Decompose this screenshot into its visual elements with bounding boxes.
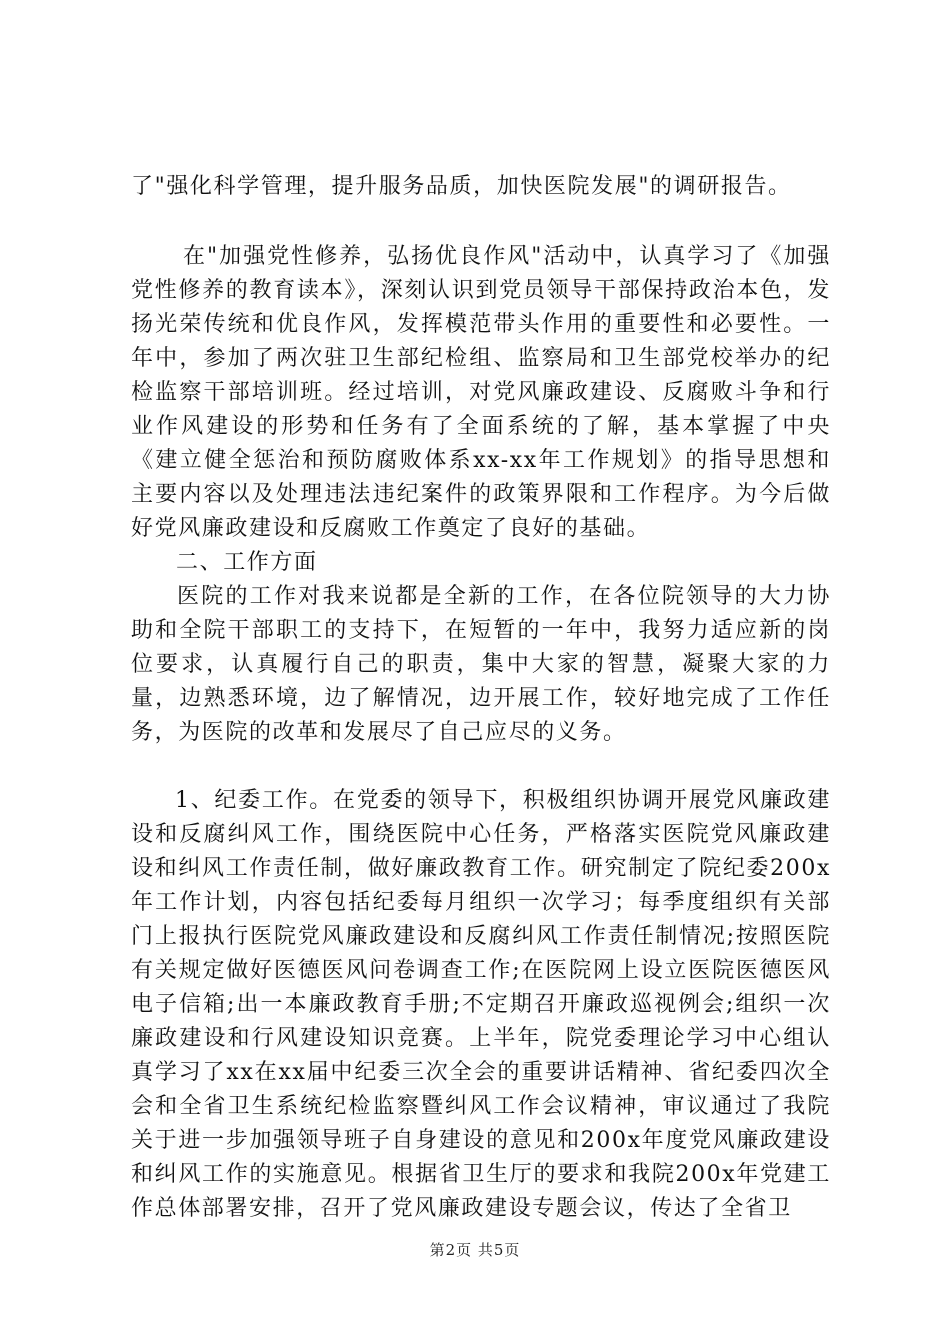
paragraph-hospital-work: 医院的工作对我来说都是全新的工作，在各位院领导的大力协助和全院干部职工的支持下，在短暂的一年中，我努力适应新的岗位要求，认真履行自己的职责，集中大家的智慧，凝聚大家的力量，边熟悉环境，边了解情况，边开展工作，较好地完成了工作任务，为医院的改革和发展尽了自己应尽的义务。 (131, 584, 831, 745)
paragraph-party-study: 在"加强党性修养，弘扬优良作风"活动中，认真学习了《加强党性修养的教育读本》，深刻认识到党员领导干部保持政治本色，发扬光荣传统和优良作风，发挥模范带头作用的重要性和必要性。一年中，参加了两次驻卫生部纪检组、监察局和卫生部党校举办的纪检监察干部培训班。经过培训，对党风廉政建设、反腐败斗争和行业作风建设的形势和任务有了全面系统的了解，基本掌握了中央《建立健全惩治和预防腐败体系xx-xx年工作规划》的指导思想和主要内容以及处理违法违纪案件的政策界限和工作程序。为今后做好党风廉政建设和反腐败工作奠定了良好的基础。 (131, 244, 831, 541)
section-heading-work: 二、工作方面 (176, 550, 318, 575)
page-number-footer: 第2页 共5页 (429, 1241, 521, 1259)
document-body (131, 170, 831, 1226)
paragraph-discipline-work: 1、纪委工作。在党委的领导下，积极组织协调开展党风廉政建设和反腐纠风工作，围绕医院中心任务，严格落实医院党风廉政建设和纠风工作责任制，做好廉政教育工作。研究制定了院纪委200x年工作计划，内容包括纪委每月组织一次学习；每季度组织有关部门上报执行医院党风廉政建设和反腐纠风工作责任制情况;按照医院有关规定做好医德医风问卷调查工作;在医院网上设立医院医德医风电子信箱;出一本廉政教育手册;不定期召开廉政巡视例会;组织一次廉政建设和行风建设知识竞赛。上半年，院党委理论学习中心组认真学习了xx在xx届中纪委三次全会的重要讲话精神、省纪委四次全会和全省卫生系统纪检监察暨纠风工作会议精神，审议通过了我院关于进一步加强领导班子自身建设的意见和200x年度党风廉政建设和纠风工作的实施意见。根据省卫生厅的要求和我院200x年党建工作总体部署安排，召开了党风廉政建设专题会议，传达了全省卫 (131, 788, 831, 1221)
paragraph-intro-continuation: 了"强化科学管理，提升服务品质，加快医院发展"的调研报告。 (131, 174, 792, 199)
